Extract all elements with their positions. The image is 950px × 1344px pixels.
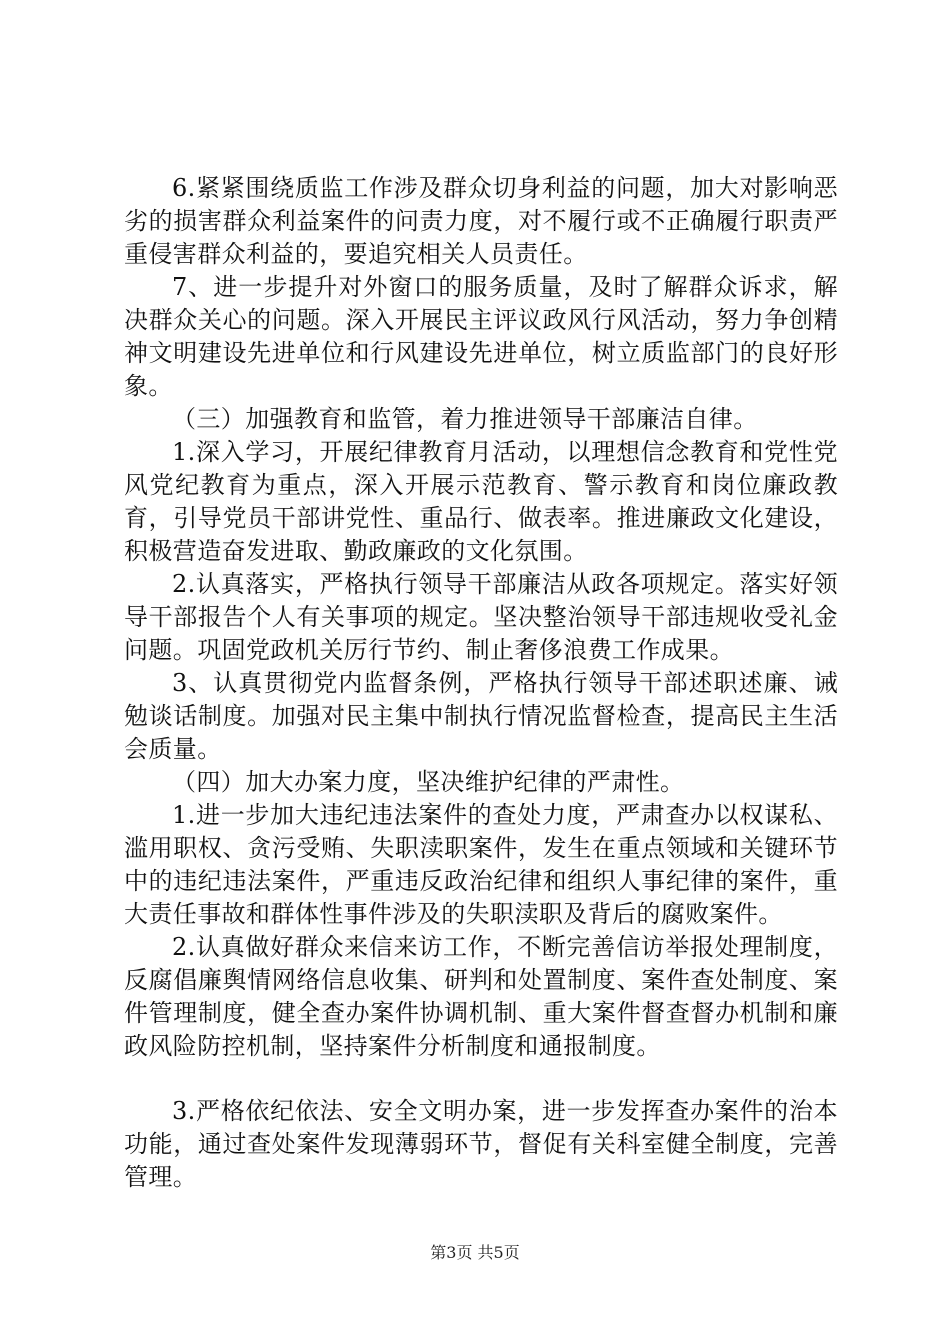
- paragraph-section3-item-1: 1.深入学习，开展纪律教育月活动，以理想信念教育和党性党风党纪教育为重点，深入开展示范教育、警示教育和岗位廉政教育，引导党员干部讲党性、重品行、做表率。推进廉政文化建设，积极营造奋发进取、勤政廉政的文化氛围。: [124, 438, 838, 565]
- paragraph-section4-item-1: 1.进一步加大违纪违法案件的查处力度，严肃查办以权谋私、滥用职权、贪污受贿、失职渎职案件，发生在重点领域和关键环节中的违纪违法案件，严重违反政治纪律和组织人事纪律的案件，重大责任事故和群体性事件涉及的失职渎职及背后的腐败案件。: [124, 801, 838, 928]
- paragraph-item-7: 7、进一步提升对外窗口的服务质量，及时了解群众诉求，解决群众关心的问题。深入开展民主评议政风行风活动，努力争创精神文明建设先进单位和行风建设先进单位，树立质监部门的良好形象。: [124, 273, 838, 400]
- paragraph-section4-item-3: 3.严格依纪依法、安全文明办案，进一步发挥查办案件的治本功能，通过查处案件发现薄弱环节，督促有关科室健全制度，完善管理。: [124, 1097, 838, 1191]
- section-heading-4: （四）加大办案力度，坚决维护纪律的严肃性。: [172, 768, 685, 796]
- paragraph-section4-item-2: 2.认真做好群众来信来访工作，不断完善信访举报处理制度，反腐倡廉舆情网络信息收集、研判和处置制度、案件查处制度、案件管理制度，健全查办案件协调机制、重大案件督查督办机制和廉政风险防控机制，坚持案件分析制度和通报制度。: [124, 933, 838, 1060]
- paragraph-section3-item-3: 3、认真贯彻党内监督条例，严格执行领导干部述职述廉、诫勉谈话制度。加强对民主集中制执行情况监督检查，提高民主生活会质量。: [124, 669, 838, 763]
- section-heading-3: （三）加强教育和监管，着力推进领导干部廉洁自律。: [172, 405, 758, 433]
- paragraph-item-6: 6.紧紧围绕质监工作涉及群众切身利益的问题，加大对影响恶劣的损害群众利益案件的问责力度，对不履行或不正确履行职责严重侵害群众利益的，要追究相关人员责任。: [124, 174, 838, 268]
- document-body: [124, 172, 838, 1194]
- page-number-footer: 第3页 共5页: [430, 1243, 520, 1262]
- paragraph-section3-item-2: 2.认真落实，严格执行领导干部廉洁从政各项规定。落实好领导干部报告个人有关事项的规定。坚决整治领导干部违规收受礼金问题。巩固党政机关厉行节约、制止奢侈浪费工作成果。: [124, 570, 838, 664]
